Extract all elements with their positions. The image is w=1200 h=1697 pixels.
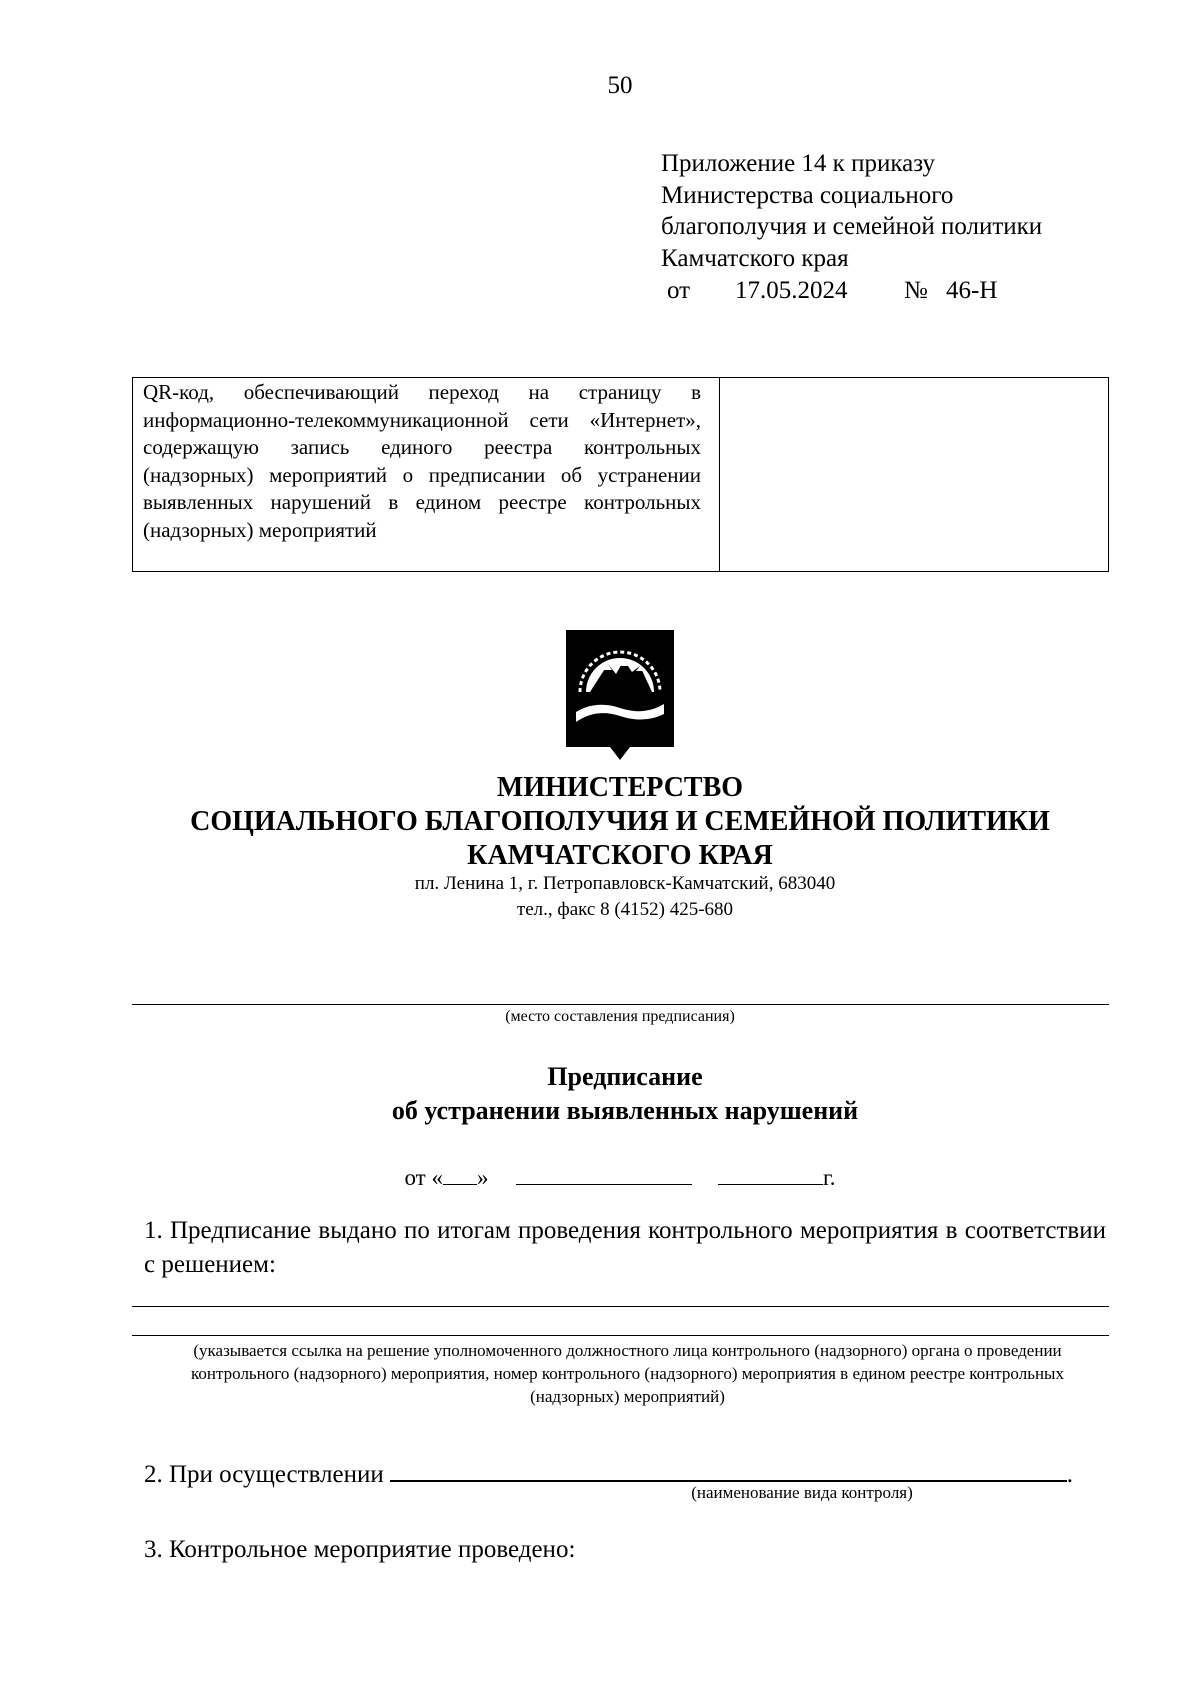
date-line: [0, 1162, 1200, 1191]
item-3: 3. Контрольное мероприятие проведено:: [144, 1536, 576, 1563]
date-suffix: г.: [822, 1165, 836, 1190]
appendix-line: благополучия и семейной политики: [661, 213, 1043, 240]
order-from-label: от: [667, 277, 691, 304]
document-title: [0, 1060, 1200, 1128]
ministry-name-line: МИНИСТЕРСТВО: [496, 772, 744, 803]
ministry-address: пл. Ленина 1, г. Петропавловск-Камчатский, 683040: [414, 873, 836, 894]
item-1-note: (указывается ссылка на решение уполномоченного должностного лица контрольного (надзорного) органа о проведении контрольного (надзорного) мероприятия, номер контрольного (надзорного) мероприятия в едином реестре контрольных (надзорных) мероприятий): [191, 1341, 1064, 1406]
item-2-end: .: [1066, 1461, 1073, 1488]
control-type-blank: [390, 1455, 1067, 1482]
appendix-line: Приложение 14 к приказу: [661, 150, 936, 177]
qr-description: QR-код, обеспечивающий переход на страницу в информационно-телекоммуникационной сети «Интернет», содержащую запись единого реестра контрольных (надзорных) мероприятий о предписании об устранении выявленных нарушений в едином реестре контрольных (надзорных) мероприятий: [133, 378, 720, 571]
appendix-line: Камчатского края: [661, 244, 849, 272]
page-number: 50: [607, 72, 633, 99]
item-2-label: 2. При осуществлении: [144, 1461, 384, 1488]
date-month-blank: [516, 1162, 692, 1185]
order-reference: [661, 275, 1042, 307]
qr-code-placeholder: [720, 378, 1108, 571]
order-number-sign: №: [904, 277, 928, 304]
order-date: 17.05.2024: [735, 277, 848, 304]
decision-fill-line-2: [132, 1335, 1109, 1336]
qr-code-table: [132, 377, 1109, 572]
appendix-header: [661, 148, 1042, 307]
ministry-contacts: [0, 871, 1200, 923]
title-line: об устранении выявленных нарушений: [391, 1096, 859, 1125]
decision-fill-line: [132, 1306, 1109, 1307]
item-2-caption: (наименование вида контроля): [691, 1483, 913, 1502]
item-1-text: 1. Предписание выдано по итогам проведения контрольного мероприятия в соответствии с решением:: [144, 1217, 1106, 1278]
ministry-phone: тел., факс 8 (4152) 425-680: [516, 899, 734, 920]
ministry-name: [0, 771, 1200, 873]
date-prefix: от «: [404, 1165, 443, 1190]
order-number: 46-Н: [946, 277, 998, 304]
place-caption: (место составления предписания): [505, 1008, 735, 1025]
date-year-blank: [718, 1162, 823, 1185]
place-fill-line: [132, 1004, 1109, 1005]
ministry-name-line: СОЦИАЛЬНОГО БЛАГОПОЛУЧИЯ И СЕМЕЙНОЙ ПОЛИТИКИ: [190, 806, 1050, 837]
appendix-line: Министерства социального: [661, 181, 954, 209]
kamchatka-emblem-icon: [566, 630, 674, 760]
ministry-name-line: КАМЧАТСКОГО КРАЯ: [467, 840, 773, 871]
date-mid: »: [476, 1165, 489, 1190]
title-line: Предписание: [547, 1062, 703, 1091]
date-day-blank: [443, 1162, 477, 1185]
